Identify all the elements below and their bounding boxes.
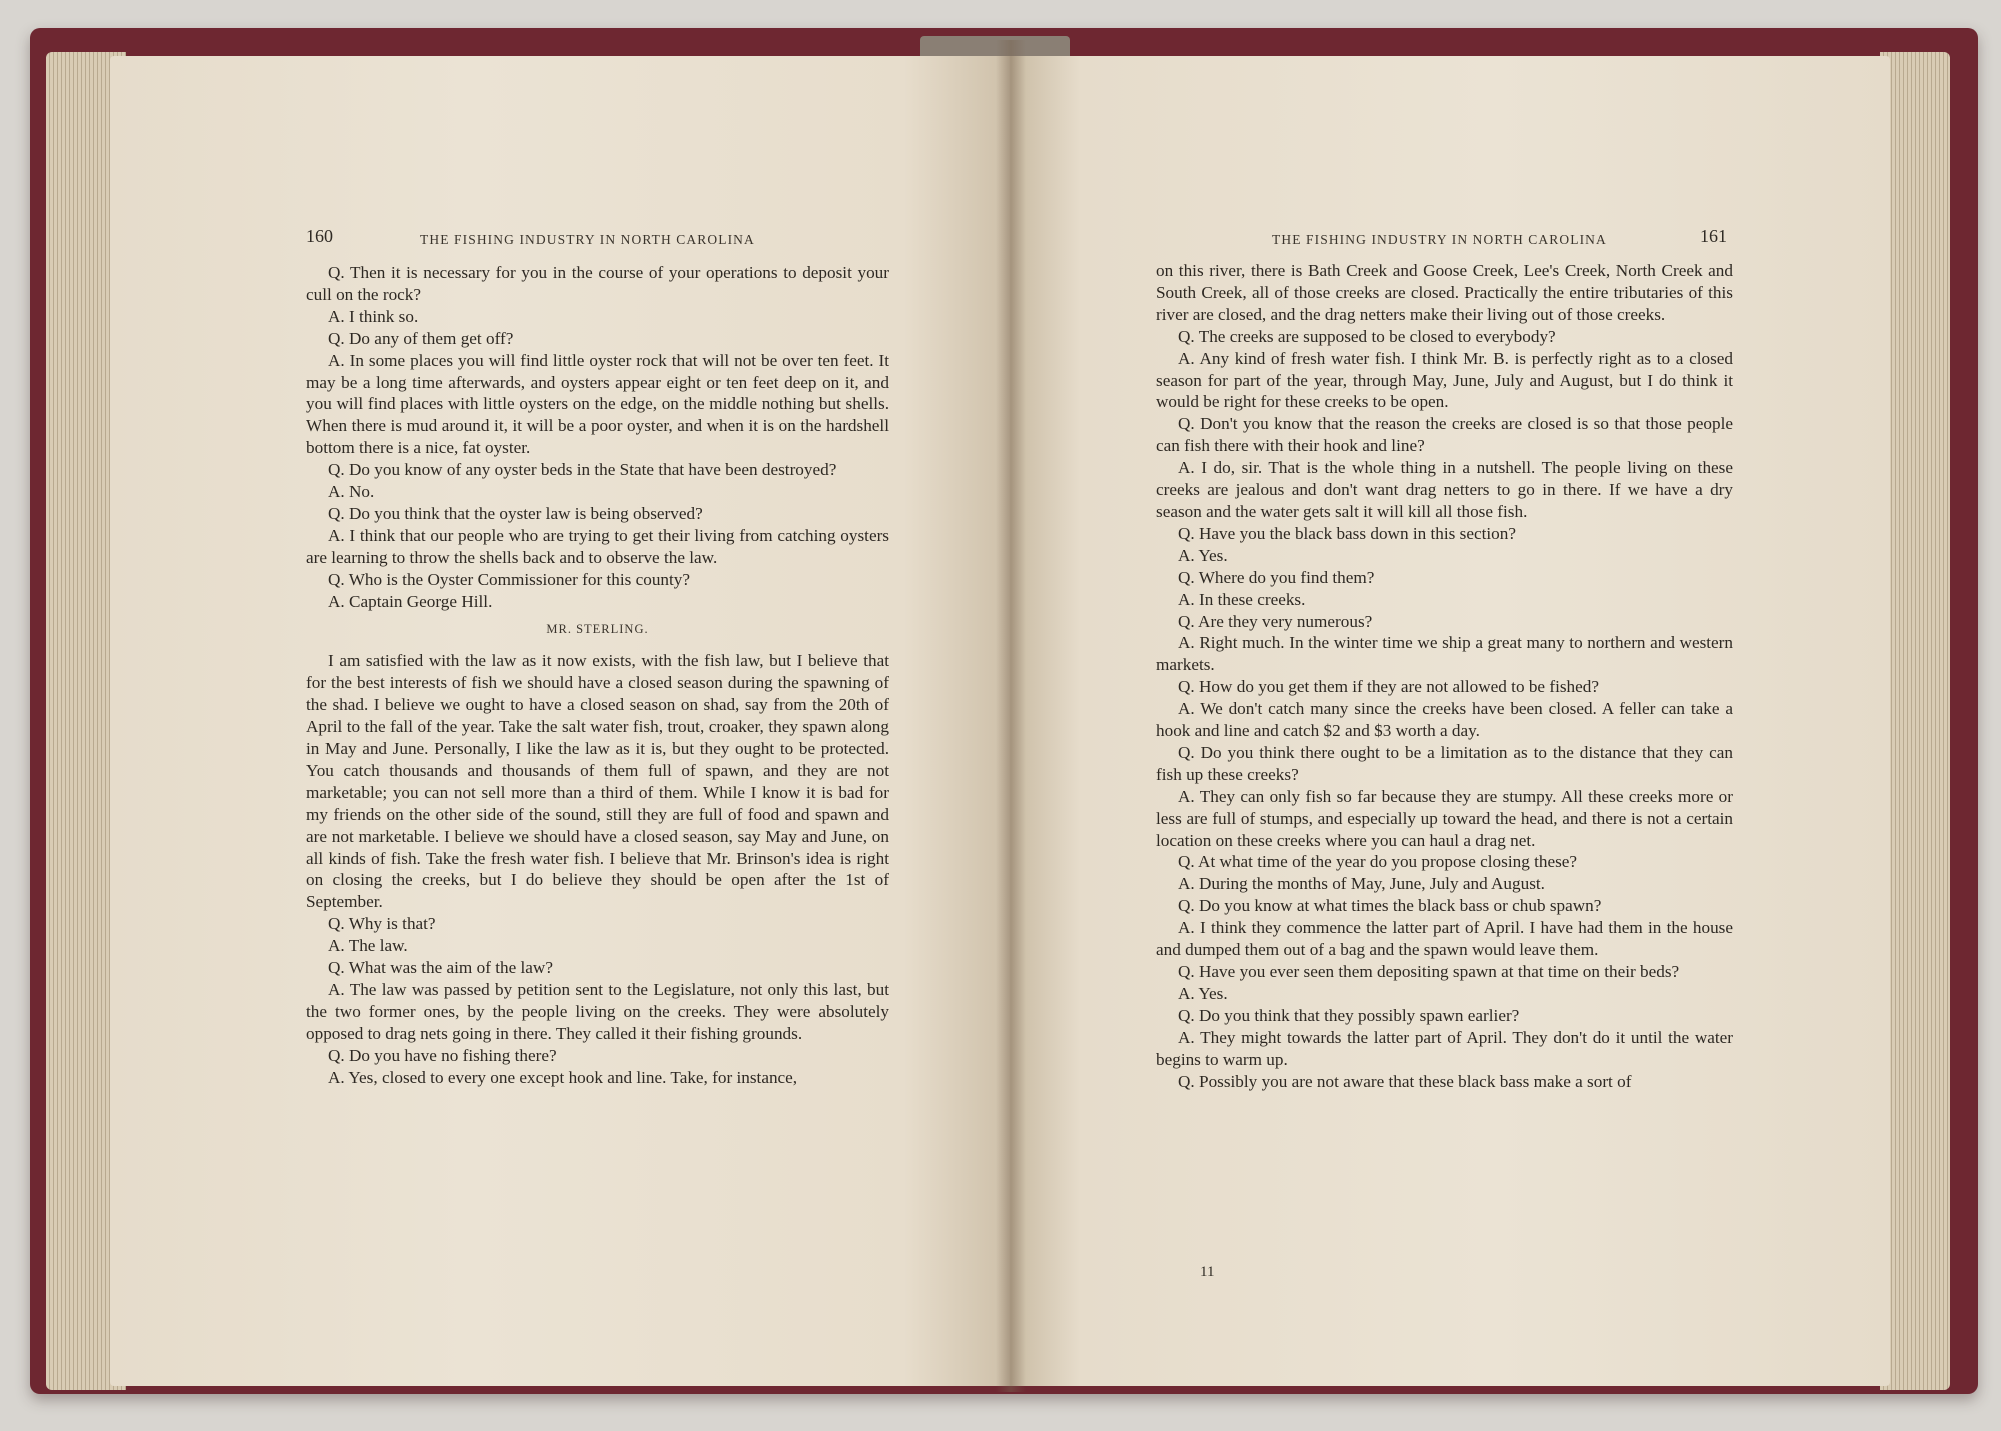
paragraph: A. Yes. bbox=[1178, 983, 1228, 1003]
paragraph: A. Any kind of fresh water fish. I think Mr. B. is perfectly right as to a closed season for part of the year, through May, June, July and August, but I do think it would be right for these creeks to be open. bbox=[1156, 348, 1733, 412]
paragraph: Q. The creeks are supposed to be closed to everybody? bbox=[1178, 326, 1556, 346]
paragraph: Q. Do any of them get off? bbox=[328, 328, 514, 348]
text-column bbox=[306, 262, 889, 1089]
paragraph: Q. Possibly you are not aware that these black bass make a sort of bbox=[1178, 1071, 1632, 1091]
paragraph: A. I think they commence the latter part of April. I have had them in the house and dumped them out of a bag and the spawn would leave them. bbox=[1156, 918, 1733, 960]
paragraph: A. Yes. bbox=[1178, 545, 1228, 565]
paragraph: A. Yes, closed to every one except hook and line. Take, for instance, bbox=[328, 1067, 798, 1087]
paragraph: A. They might towards the latter part of April. They don't do it until the water begins to warm up. bbox=[1156, 1027, 1733, 1069]
paragraph: A. I think that our people who are trying to get their living from catching oysters are learning to throw the shells back and to observe the law. bbox=[306, 525, 889, 567]
paragraph: Q. How do you get them if they are not allowed to be fished? bbox=[1178, 677, 1599, 697]
paragraph: A. The law. bbox=[328, 936, 408, 956]
paragraph: A. During the months of May, June, July and August. bbox=[1178, 874, 1545, 894]
signature-mark: 11 bbox=[1200, 1264, 1215, 1280]
book-gutter bbox=[996, 40, 1026, 1392]
page-edges-right bbox=[1880, 52, 1950, 1390]
paragraph: A. I do, sir. That is the whole thing in a nutshell. The people living on these creeks are jealous and don't want drag netters to go in there. If we have a dry season and the water gets salt it will kill all those fish. bbox=[1156, 458, 1733, 521]
section-heading: MR. STERLING. bbox=[546, 621, 649, 636]
paragraph: Q. Have you ever seen them depositing spawn at that time on their beds? bbox=[1178, 962, 1680, 981]
right-page bbox=[1010, 56, 1890, 1386]
paragraph: Q. Do you know at what times the black bass or chub spawn? bbox=[1178, 896, 1602, 916]
paragraph: A. The law was passed by petition sent to the Legislature, not only this last, but the two former ones, by the people living on the creeks. They were absolutely opposed to drag nets going in there. They called it their fishing grounds. bbox=[306, 980, 889, 1043]
paragraph: A. In some places you will find little oyster rock that will not be over ten feet. It may be a long time afterwards, and oysters appear eight or ten feet deep on it, and you will find places with little oysters on the edge, on the middle nothing but shells. When there is mud around it, it will be a poor oyster, and when it is on the hardshell bottom there is a nice, fat oyster. bbox=[306, 350, 889, 458]
paragraph: A. Captain George Hill. bbox=[328, 591, 493, 611]
paragraph: A. I think so. bbox=[328, 306, 419, 326]
paragraph-continuation: on this river, there is Bath Creek and Goose Creek, Lee's Creek, North Creek and South Creek, all of those creeks are closed. Practically the entire tributaries of this river are closed, and the drag netters make their living out of those creeks. bbox=[1156, 261, 1733, 324]
paragraph: Q. Are they very numerous? bbox=[1178, 611, 1373, 631]
page-number: 161 bbox=[1700, 226, 1727, 246]
paragraph: A. We don't catch many since the creeks have been closed. A feller can take a hook and line and catch $2 and $3 worth a day. bbox=[1156, 699, 1733, 741]
paragraph: I am satisfied with the law as it now exists, with the fish law, but I believe that for the best interests of fish we should have a closed season during the spawning of the shad. I believe we ought to have a closed season on shad, say from the 20th of April to the fall of the year. Take the salt water fish, trout, croaker, they spawn along in May and June. Personally, I like the law as it is, but they ought to be protected. You catch thousands and thousands of them full of spawn, and they are not marketable; you can not sell more than a third of them. While I know it is bad for my friends on the other side of the sound, still they are full of food and spawn and are not marketable. I believe we should have a closed season, say May and June, on all kinds of fish. Take the fresh water fish. I believe that Mr. Brinson's idea is right on closing the creeks, but I do believe they should be open after the 1st of September. bbox=[306, 651, 889, 912]
paragraph: Q. What was the aim of the law? bbox=[328, 958, 553, 978]
paragraph: Q. Who is the Oyster Commissioner for this county? bbox=[328, 569, 691, 589]
paragraph: Q. At what time of the year do you propose closing these? bbox=[1178, 852, 1578, 872]
text-column bbox=[1156, 260, 1733, 1092]
paragraph: A. In these creeks. bbox=[1178, 589, 1306, 609]
paragraph: A. Right much. In the winter time we ship a great many to northern and western markets. bbox=[1156, 633, 1733, 675]
paragraph: Q. Do you think that the oyster law is being observed? bbox=[328, 503, 703, 523]
running-head: THE FISHING INDUSTRY IN NORTH CAROLINA bbox=[1272, 232, 1607, 247]
paragraph: Q. Where do you find them? bbox=[1178, 567, 1375, 587]
running-head: THE FISHING INDUSTRY IN NORTH CAROLINA bbox=[420, 232, 755, 247]
paragraph: Q. Do you think there ought to be a limitation as to the distance that they can fish up these creeks? bbox=[1156, 742, 1733, 784]
left-page bbox=[110, 56, 1012, 1386]
paragraph: Q. Then it is necessary for you in the course of your operations to deposit your cull on the rock? bbox=[306, 263, 889, 304]
paragraph: A. They can only fish so far because they are stumpy. All these creeks more or less are full of stumps, and especially up toward the head, and there is not a certain location on these creeks where you can haul a drag net. bbox=[1156, 786, 1733, 850]
paragraph: Q. Don't you know that the reason the creeks are closed is so that those people can fish there with their hook and line? bbox=[1156, 414, 1733, 456]
page-number: 160 bbox=[306, 226, 333, 246]
paragraph: Q. Do you think that they possibly spawn earlier? bbox=[1178, 1005, 1520, 1025]
paragraph: Q. Have you the black bass down in this section? bbox=[1178, 523, 1516, 543]
paragraph: Q. Do you know of any oyster beds in the State that have been destroyed? bbox=[328, 460, 837, 480]
paragraph: A. No. bbox=[328, 482, 375, 502]
paragraph: Q. Do you have no fishing there? bbox=[328, 1045, 557, 1065]
paragraph: Q. Why is that? bbox=[328, 914, 436, 934]
